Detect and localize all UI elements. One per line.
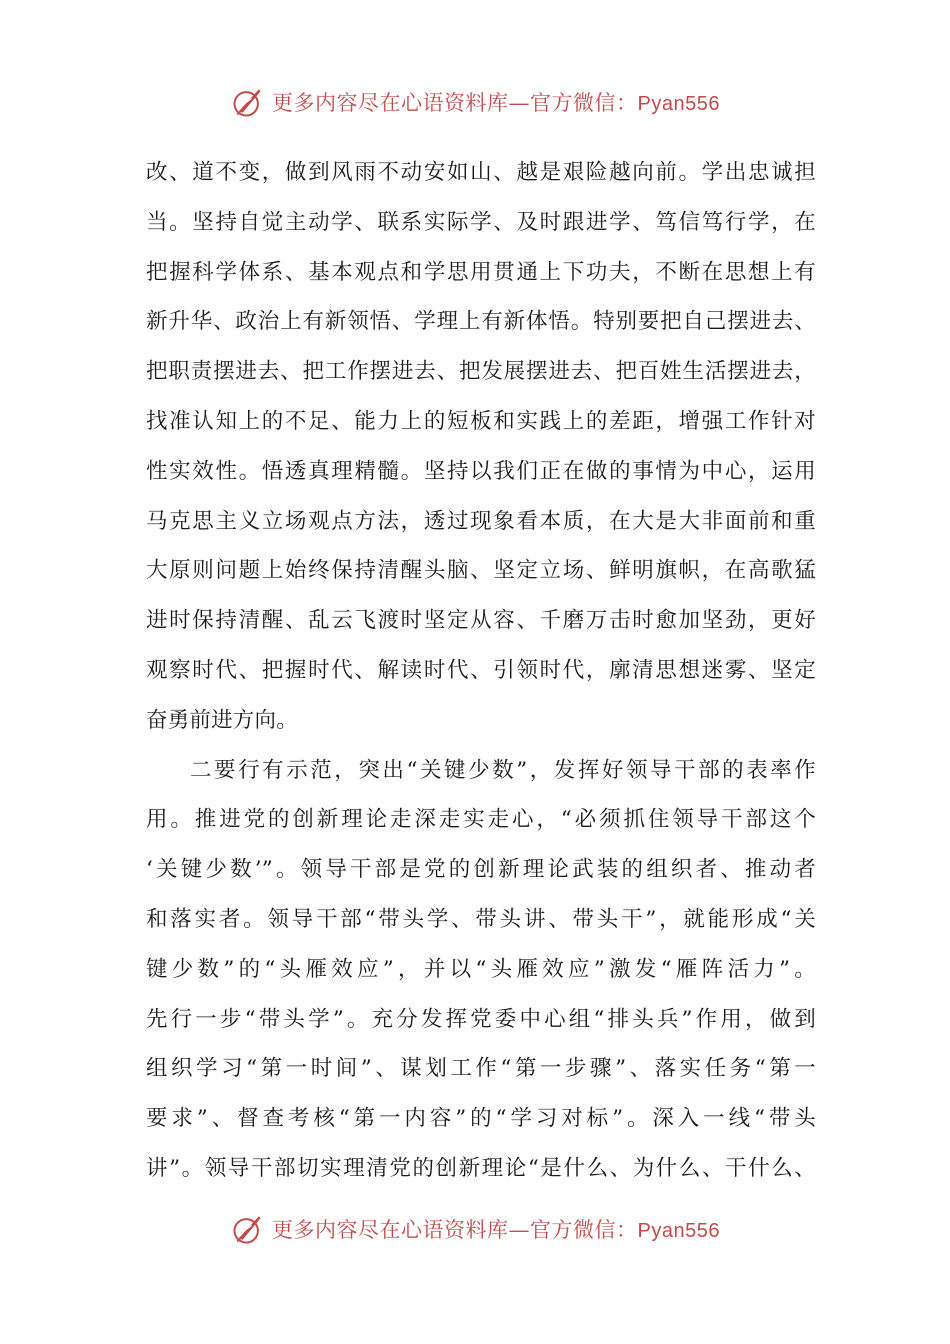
body-line: 改、道不变，做到风雨不动安如山、越是艰险越向前。学出忠诚担: [146, 160, 816, 185]
footer-banner: [0, 1207, 950, 1251]
body-line: 键少数”的“头雁效应”，并以“头雁效应”激发“雁阵活力”。: [146, 956, 816, 982]
body-line: 找准认知上的不足、能力上的短板和实践上的差距，增强工作针对: [146, 408, 816, 434]
body-line: 大原则问题上始终保持清醒头脑、坚定立场、鲜明旗帜，在高歌猛: [146, 558, 816, 584]
footer-banner-text: [272, 1214, 720, 1244]
body-line: 和落实者。领导干部“带头学、带头讲、带头干”，就能形成“关: [146, 906, 816, 932]
footer-banner-label: 更多内容尽在心语资料库—官方微信：: [272, 1218, 638, 1242]
body-line: 马克思主义立场观点方法，透过现象看本质，在大是大非面前和重: [146, 508, 816, 534]
body-line: 把职责摆进去、把工作摆进去、把发展摆进去、把百姓生活摆进去，: [146, 359, 816, 385]
body-line: 进时保持清醒、乱云飞渡时坚定从容、千磨万击时愈加坚劲，更好: [146, 608, 816, 634]
header-banner-label: 更多内容尽在心语资料库—官方微信：: [272, 91, 638, 115]
body-line: 新升华、政治上有新领悟、学理上有新体悟。特别要把自己摆进去、: [146, 309, 816, 335]
body-line: 奋勇前进方向。: [146, 707, 298, 733]
body-line: 当。坚持自觉主动学、联系实际学、及时跟进学、笃信笃行学，在: [146, 209, 816, 235]
body-line: 观察时代、把握时代、解读时代、引领时代，廓清思想迷雾、坚定: [146, 657, 816, 683]
body-line: 性实效性。悟透真理精髓。坚持以我们正在做的事情为中心，运用: [146, 458, 816, 484]
body-line: 用。推进党的创新理论走深走实走心，“必须抓住领导干部这个: [146, 807, 816, 833]
body-line: ‘关键少数’”。领导干部是党的创新理论武装的组织者、推动者: [146, 857, 816, 883]
quill-logo-icon: [230, 1211, 266, 1247]
header-banner-text: [272, 87, 720, 117]
body-line: 先行一步“带头学”。充分发挥党委中心组“排头兵”作用，做到: [146, 1006, 816, 1032]
quill-logo-icon: [230, 84, 266, 120]
header-wechat-id: Pyan556: [637, 93, 720, 115]
body-line: 要求”、督查考核“第一内容”的“学习对标”。深入一线“带头: [146, 1106, 816, 1132]
paragraph-start-line: 二要行有示范，突出“关键少数”，发挥好领导干部的表率作: [190, 757, 816, 783]
body-line: 讲”。领导干部切实理清党的创新理论“是什么、为什么、干什么、: [146, 1155, 816, 1181]
footer-wechat-id: Pyan556: [637, 1220, 720, 1242]
header-banner: [0, 80, 950, 124]
body-line: 把握科学体系、基本观点和学思用贯通上下功夫，不断在思想上有: [146, 259, 816, 285]
body-line: 组织学习“第一时间”、谋划工作“第一步骤”、落实任务“第一: [146, 1056, 816, 1082]
document-body: [146, 148, 816, 1194]
